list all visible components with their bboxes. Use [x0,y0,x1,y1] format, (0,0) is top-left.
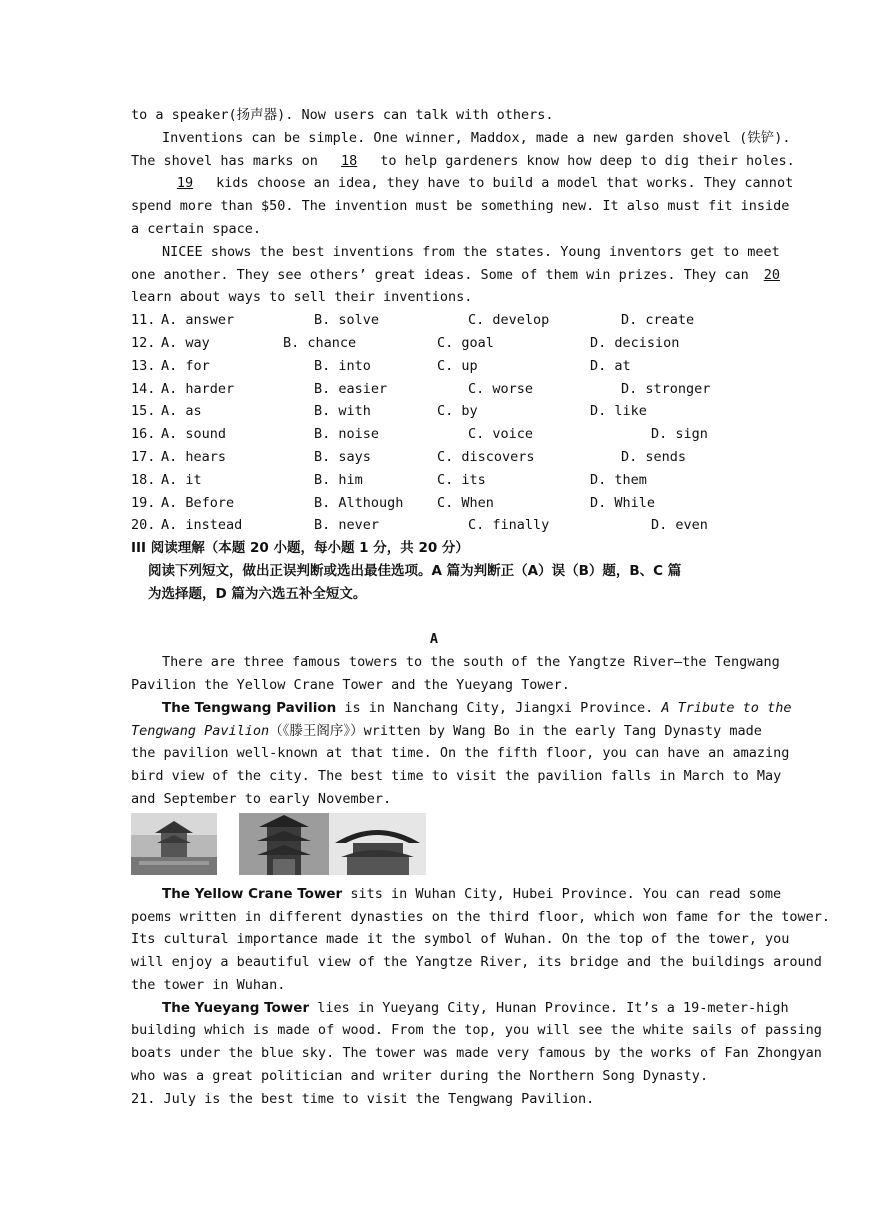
passage-line: Tengwang Pavilion（《滕王阁序》）written by Wang Bo in the early Tang Dynasty made [131,722,762,739]
option-a: A. answer [161,312,235,329]
option-row [131,309,737,332]
question-number: 20. [131,517,156,534]
question-number: 13. [131,357,156,374]
option-d: D. sends [621,448,687,465]
tengwang-pavilion-photo [131,813,217,875]
blank-18: 18 [340,152,358,169]
passage-line: and September to early November. [131,790,392,807]
question-number: 12. [131,334,156,351]
question-number: 16. [131,426,156,443]
option-c: C. discovers [437,448,535,465]
option-row [131,378,737,401]
option-c: C. finally [468,517,550,534]
option-b: B. him [314,471,363,488]
passage-line: building which is made of wood. From the top, you will see the white sails of passing [131,1022,822,1039]
section-title: III 阅读理解（本题 20 小题，每小题 1 分，共 20 分） [131,540,469,557]
option-c: C. voice [468,426,534,443]
passage-line: learn about ways to sell their inventions. [131,289,473,306]
question-number: 18. [131,471,156,488]
option-d: D. create [621,312,695,329]
option-b: B. noise [314,426,380,443]
book-title: A Tribute to the [661,699,792,716]
question-21: 21. July is the best time to visit the Tengwang Pavilion. [131,1090,595,1107]
book-title: Tengwang Pavilion [131,722,270,739]
option-d: D. like [590,403,647,420]
option-a: A. sound [161,426,227,443]
passage-line: The shovel has marks on 18 to help gardeners know how deep to dig their holes. [131,150,737,173]
option-c: C. When [437,494,494,511]
passage-line: who was a great politician and writer during the Northern Song Dynasty. [131,1068,709,1085]
option-b: B. Although [314,494,404,511]
option-d: D. stronger [621,380,711,397]
option-c: C. by [437,403,478,420]
option-a: A. for [161,357,210,374]
option-b: B. solve [314,312,380,329]
passage-line: Inventions can be simple. One winner, Maddox, made a new garden shovel (铁铲). [162,129,791,146]
option-d: D. While [590,494,656,511]
option-b: B. says [314,448,371,465]
passage-line: spend more than $50. The invention must be something new. It also must fit inside [131,198,790,215]
passage-line: boats under the blue sky. The tower was made very famous by the works of Fan Zhongyan [131,1045,822,1062]
option-d: D. them [590,471,647,488]
tower-photos [131,813,737,879]
option-row [131,400,737,423]
tower-name: The Yellow Crane Tower [162,885,343,902]
yellow-crane-tower-photo [239,813,329,875]
option-row [131,469,737,492]
option-row [131,514,737,537]
option-a: A. it [161,471,202,488]
options-list [131,309,737,537]
blank-19: 19 [176,175,194,192]
option-a: A. Before [161,494,235,511]
option-d: D. decision [590,334,680,351]
passage-line: Its cultural importance made it the symbol of Wuhan. On the top of the tower, you [131,931,790,948]
option-row [131,446,737,469]
question-number: 15. [131,403,156,420]
question-number: 19. [131,494,156,511]
question-number: 14. [131,380,156,397]
blank-20: 20 [763,266,780,283]
option-d: D. at [590,357,631,374]
passage-line: a certain space. [131,220,262,237]
question-number: 17. [131,448,156,465]
option-a: A. way [161,334,210,351]
passage-line: Pavilion the Yellow Crane Tower and the Yueyang Tower. [131,676,570,693]
passage-line: There are three famous towers to the south of the Yangtze River—the Tengwang [162,654,780,671]
option-d: D. even [651,517,708,534]
option-d: D. sign [651,426,708,443]
option-a: A. as [161,403,202,420]
option-b: B. into [314,357,371,374]
section-instructions: 阅读下列短文，做出正误判断或选出最佳选项。A 篇为判断正（A）误（B）题，B、C 篇 [148,562,682,579]
option-c: C. up [437,357,478,374]
passage-line: The Yueyang Tower lies in Yueyang City, Hunan Province. It’s a 19-meter-high [162,999,789,1016]
passage-line: 19 kids choose an idea, they have to build a model that works. They cannot [131,172,737,195]
passage-line: will enjoy a beautiful view of the Yangtze River, its bridge and the buildings around [131,954,822,971]
passage-line: the tower in Wuhan. [131,976,286,993]
option-b: B. never [314,517,380,534]
option-c: C. goal [437,334,494,351]
option-row [131,492,737,515]
option-b: B. with [314,403,371,420]
passage-line: to a speaker(扬声器). Now users can talk with others. [131,107,554,123]
passage-line: The Yellow Crane Tower sits in Wuhan City, Hubei Province. You can read some [162,885,782,902]
option-a: A. harder [161,380,235,397]
passage-line: bird view of the city. The best time to visit the pavilion falls in March to May [131,768,782,785]
section-instructions: 为选择题，D 篇为六选五补全短文。 [148,585,367,602]
tower-name: The Tengwang Pavilion [162,699,337,716]
passage-line: one another. They see others’ great ideas. Some of them win prizes. They can 20 [131,264,737,287]
option-a: A. hears [161,448,227,465]
option-row [131,332,737,355]
option-c: C. its [437,471,486,488]
option-b: B. chance [283,334,357,351]
passage-line: the pavilion well-known at that time. On the fifth floor, you can have an amazing [131,745,790,762]
option-row [131,355,737,378]
passage-line: NICEE shows the best inventions from the states. Young inventors get to meet [162,243,780,260]
option-c: C. worse [468,380,534,397]
tower-name: The Yueyang Tower [162,999,310,1016]
passage-line: The Tengwang Pavilion is in Nanchang City, Jiangxi Province. A Tribute to the [162,699,792,716]
yueyang-tower-photo [329,813,426,875]
option-row [131,423,737,446]
passage-line: poems written in different dynasties on the third floor, which won fame for the tower. [131,908,830,925]
passage-label: A [429,631,439,648]
option-b: B. easier [314,380,388,397]
option-a: A. instead [161,517,243,534]
document-page [131,104,830,1111]
option-c: C. develop [468,312,550,329]
question-number: 11. [131,312,156,329]
